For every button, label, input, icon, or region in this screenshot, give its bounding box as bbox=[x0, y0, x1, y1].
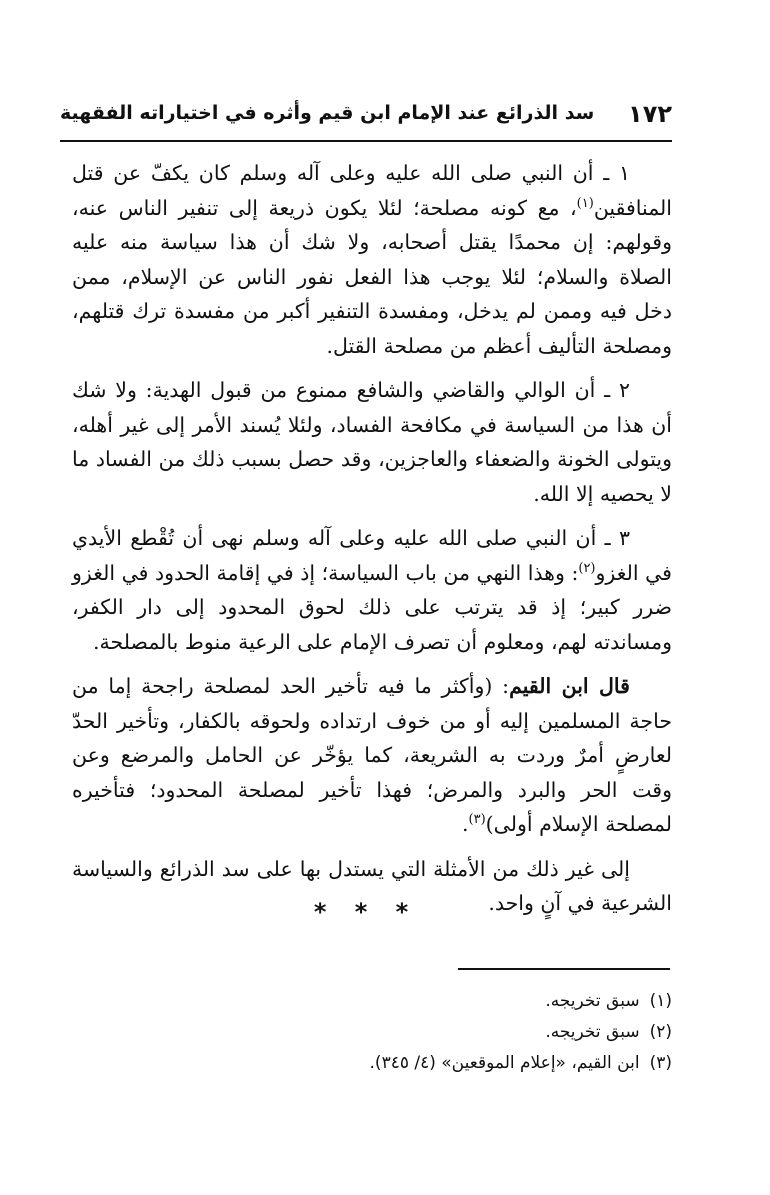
header-rule bbox=[60, 140, 672, 142]
paragraph-3-text-a: ٣ ـ أن النبي صلى الله عليه وعلى آله وسلم نهى أن تُقْطع الأيدي في الغزو bbox=[72, 526, 672, 585]
paragraph-4-text-b: . bbox=[461, 812, 469, 836]
paragraph-3 bbox=[72, 521, 672, 659]
footnotes bbox=[72, 986, 672, 1079]
paragraph-4 bbox=[72, 669, 672, 842]
footnote-1-number: (١) bbox=[649, 991, 672, 1011]
paragraph-1-text-b: ، مع كونه مصلحة؛ لئلا يكون ذريعة إلى تنفير الناس عنه، وقولهم: إن محمدًا يقتل أصحابه، ولا شك أن هذا سياسة منه عليه الصلاة والسلام؛ لئلا يوجب هذا الفعل نفور الناس عن الإسلام، ممن دخل فيه وممن لم يدخل، ومفسدة التنفير أكبر من مفسدة ترك قتلهم، ومصلحة التأليف أعظم من مصلحة القتل. bbox=[72, 195, 672, 358]
section-separator: * * * bbox=[313, 898, 419, 926]
body-text bbox=[72, 156, 672, 925]
paragraph-4-text-a: : (وأكثر ما فيه تأخير الحد لمصلحة راجحة إما من حاجة المسلمين إليه أو من خوف ارتداده ولحوقه بالكفار، وتأخير الحدّ لعارضٍ أمرٌ وردت به الشريعة، كما يؤخّر عن الحامل والمرضع وعن وقت الحر والبرد والمرض؛ فهذا تأخير لمصلحة المحدود؛ فتأخيره لمصلحة الإسلام أولى) bbox=[72, 674, 672, 836]
paragraph-1 bbox=[72, 156, 672, 363]
quote-attribution: قال ابن القيم bbox=[509, 674, 630, 698]
footnote-3-number: (٣) bbox=[649, 1053, 672, 1073]
footnote-3-text: ابن القيم، «إعلام الموقعين» (٤/ ٣٤٥). bbox=[369, 1053, 640, 1073]
footnote-ref-1: (١) bbox=[576, 195, 594, 211]
paragraph-5-text: إلى غير ذلك من الأمثلة التي يستدل بها على سد الذرائع والسياسة الشرعية في آنٍ واحد. bbox=[72, 856, 672, 915]
footnote-ref-3: (٣) bbox=[468, 812, 486, 828]
paragraph-2 bbox=[72, 373, 672, 511]
page-header bbox=[60, 96, 672, 136]
page-number: ١٧٢ bbox=[628, 100, 672, 128]
footnote-ref-2: (٢) bbox=[578, 560, 596, 576]
footnote-2-text: سبق تخريجه. bbox=[545, 1022, 640, 1042]
paragraph-3-text-b: : وهذا النهي من باب السياسة؛ إذ في إقامة الحدود في الغزو ضرر كبير؛ إذ قد يترتب على ذلك لحوق المحدود إلى دار الكفر، ومساندته لهم، ومعلوم أن تصرف الإمام على الرعية منوط بالمصلحة. bbox=[72, 560, 672, 654]
footnote-2-number: (٢) bbox=[649, 1022, 672, 1042]
running-title: سد الذرائع عند الإمام ابن قيم وأثره في اختياراته الفقهية bbox=[60, 102, 595, 124]
footnote-1-text: سبق تخريجه. bbox=[545, 991, 640, 1011]
paragraph-1-text-a: ١ ـ أن النبي صلى الله عليه وعلى آله وسلم كان يكفّ عن قتل المنافقين bbox=[72, 161, 672, 220]
paragraph-2-text: ٢ ـ أن الوالي والقاضي والشافع ممنوع من قبول الهدية: ولا شك أن هذا من السياسة في مكافحة الفساد، ولئلا يُسند الأمر إلى غير أهله، ويتولى الخونة والضعفاء والعاجزين، وقد حصل بسبب ذلك من الفساد ما لا يحصيه إلا الله. bbox=[72, 378, 672, 506]
footnote-rule bbox=[458, 968, 670, 970]
footnote-2 bbox=[72, 1017, 672, 1048]
footnote-3 bbox=[72, 1048, 672, 1079]
footnote-1 bbox=[72, 986, 672, 1017]
